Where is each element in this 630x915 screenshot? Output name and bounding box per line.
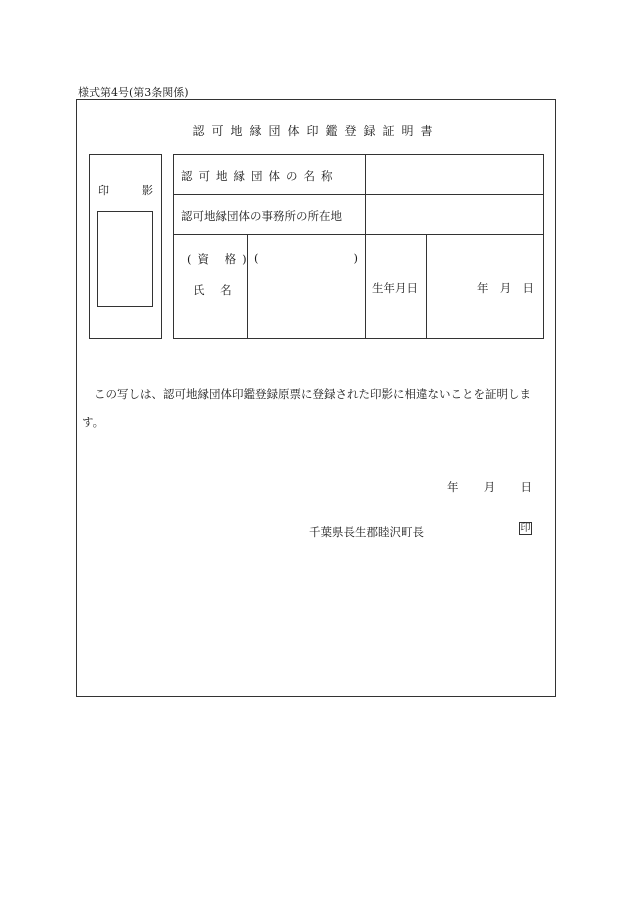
table-row-address bbox=[174, 195, 543, 235]
organization-name-label: 認可地縁団体の名称 bbox=[181, 169, 339, 183]
person-name-label: 氏 名 bbox=[193, 283, 238, 297]
seal-label-right: 影 bbox=[142, 184, 153, 197]
issue-date bbox=[447, 479, 532, 495]
issue-month-label: 月 bbox=[483, 480, 496, 494]
table-row-name bbox=[174, 155, 543, 195]
column-divider bbox=[426, 235, 427, 338]
certificate-frame bbox=[76, 99, 556, 697]
qualification-value bbox=[254, 251, 358, 265]
document-title: 認可地縁団体印鑑登録証明書 bbox=[192, 124, 440, 138]
issue-year-label: 年 bbox=[447, 480, 459, 494]
column-divider bbox=[365, 195, 366, 234]
column-divider bbox=[365, 235, 366, 338]
issue-day-label: 日 bbox=[520, 480, 532, 494]
birthdate-value bbox=[477, 280, 534, 296]
seal-impression-box bbox=[89, 154, 162, 339]
official-seal-mark: 印 bbox=[520, 523, 531, 534]
column-divider bbox=[365, 155, 366, 194]
issuer-name: 千葉県長生郡睦沢町長 bbox=[309, 525, 424, 539]
birth-month-label: 月 bbox=[499, 281, 512, 295]
paren-close: ) bbox=[353, 251, 358, 265]
seal-impression-label bbox=[98, 182, 153, 198]
seal-impression-area bbox=[97, 211, 153, 307]
qualification-label: (資 格) bbox=[187, 252, 253, 266]
office-address-label: 認可地縁団体の事務所の所在地 bbox=[181, 209, 342, 223]
birth-year-label: 年 bbox=[477, 281, 489, 295]
form-number-label: 様式第4号(第3条関係) bbox=[78, 86, 189, 99]
info-table bbox=[173, 154, 544, 339]
seal-label-left: 印 bbox=[98, 184, 109, 197]
birth-day-label: 日 bbox=[522, 281, 534, 295]
certification-statement: この写しは、認可地縁団体印鑑登録原票に登録された印影に相違ないことを証明します。 bbox=[82, 387, 531, 429]
column-divider bbox=[247, 235, 248, 338]
table-row-representative bbox=[174, 235, 543, 338]
birthdate-label: 生年月日 bbox=[372, 281, 418, 295]
paren-open: ( bbox=[254, 251, 259, 265]
